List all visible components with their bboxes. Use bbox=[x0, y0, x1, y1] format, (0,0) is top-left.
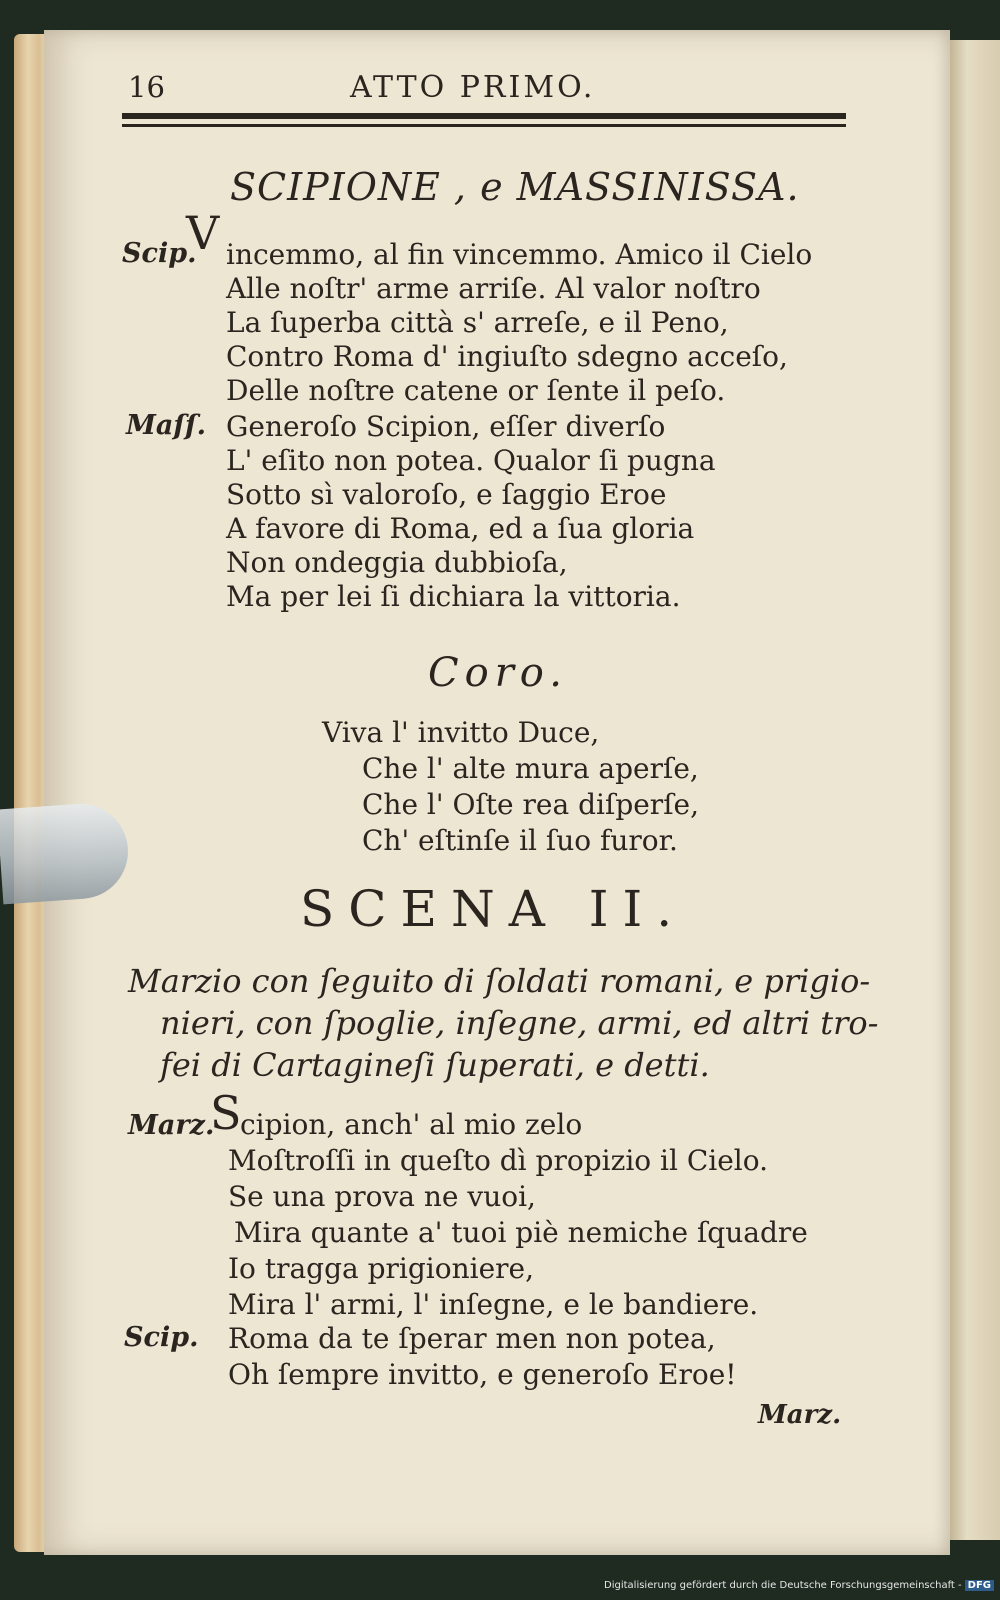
verse-line: Sotto sì valoroſo, e ſaggio Eroe bbox=[226, 478, 667, 511]
header-rule-thick bbox=[122, 113, 846, 119]
verse-line: A favore di Roma, ed a ſua gloria bbox=[226, 512, 695, 545]
verse-line: incemmo, al fin vincemmo. Amico il Cielo bbox=[226, 238, 813, 271]
verse-line: Delle noſtre catene or ſente il peſo. bbox=[226, 374, 726, 407]
verse-line: Contro Roma d' ingiuſto sdegno acceſo, bbox=[226, 340, 788, 373]
verse-line: Oh ſempre invitto, e generoſo Eroe! bbox=[228, 1358, 737, 1391]
speaker-label-scip: Scip. bbox=[124, 1322, 199, 1353]
verse-line: Alle noſtr' arme arriſe. Al valor noſtro bbox=[226, 272, 761, 305]
verse-line: Moſtroſſi in queſto dì propizio il Cielo. bbox=[228, 1144, 769, 1177]
stage-direction-line: nieri, con ſpoglie, inſegne, armi, ed altri tro- bbox=[160, 1004, 879, 1042]
page-number: 16 bbox=[128, 70, 165, 104]
drop-cap: V bbox=[186, 206, 220, 260]
chorus-line: Viva l' invitto Duce, bbox=[322, 716, 600, 749]
scene-title: SCIPIONE , e MASSINISSA. bbox=[230, 165, 800, 209]
verse-line: Io tragga prigioniere, bbox=[228, 1252, 535, 1285]
chorus-line: Che l' alte mura aperſe, bbox=[362, 752, 699, 785]
credit-text: Digitalisierung gefördert durch die Deutsche Forschungsgemeinschaft - bbox=[604, 1580, 962, 1591]
facing-page-edge bbox=[945, 40, 1000, 1540]
speaker-label-mass: Maſſ. bbox=[126, 410, 207, 441]
catchword: Marz. bbox=[758, 1400, 842, 1430]
verse-line: Mira l' armi, l' inſegne, e le bandiere. bbox=[228, 1288, 759, 1321]
verse-line: Mira quante a' tuoi piè nemiche ſquadre bbox=[234, 1216, 808, 1249]
verse-line: cipion, anch' al mio zelo bbox=[240, 1108, 583, 1141]
chorus-line: Ch' eſtinſe il ſuo furor. bbox=[362, 824, 678, 857]
verse-line: Non ondeggia dubbioſa, bbox=[226, 546, 568, 579]
verse-line: La ſuperba città s' arreſe, e il Peno, bbox=[226, 306, 729, 339]
running-head: ATTO PRIMO. bbox=[350, 70, 596, 105]
scene-heading: SCENA II. bbox=[300, 880, 687, 938]
header-rule-thin bbox=[122, 124, 846, 127]
verse-line: L' eſito non potea. Qualor ſi pugna bbox=[226, 444, 716, 477]
verse-line: Generoſo Scipion, eſſer diverſo bbox=[226, 410, 666, 443]
chorus-heading: Coro. bbox=[428, 650, 568, 696]
verse-line: Roma da te ſperar men non potea, bbox=[228, 1322, 716, 1355]
stage-direction-line: Marzio con ſeguito di ſoldati romani, e prigio- bbox=[128, 962, 871, 1000]
digitization-credit bbox=[604, 1580, 994, 1591]
chorus-line: Che l' Oſte rea diſperſe, bbox=[362, 788, 700, 821]
speaker-label-marz: Marz. bbox=[128, 1110, 215, 1141]
stage-direction-line: fei di Cartagineſi ſuperati, e detti. bbox=[160, 1046, 710, 1084]
speaker-label-scip: Scip. bbox=[122, 238, 197, 269]
dfg-logo: DFG bbox=[965, 1580, 994, 1591]
verse-line: Se una prova ne vuoi, bbox=[228, 1180, 536, 1213]
verse-line: Ma per lei ſi dichiara la vittoria. bbox=[226, 580, 681, 613]
drop-cap: S bbox=[210, 1086, 242, 1140]
